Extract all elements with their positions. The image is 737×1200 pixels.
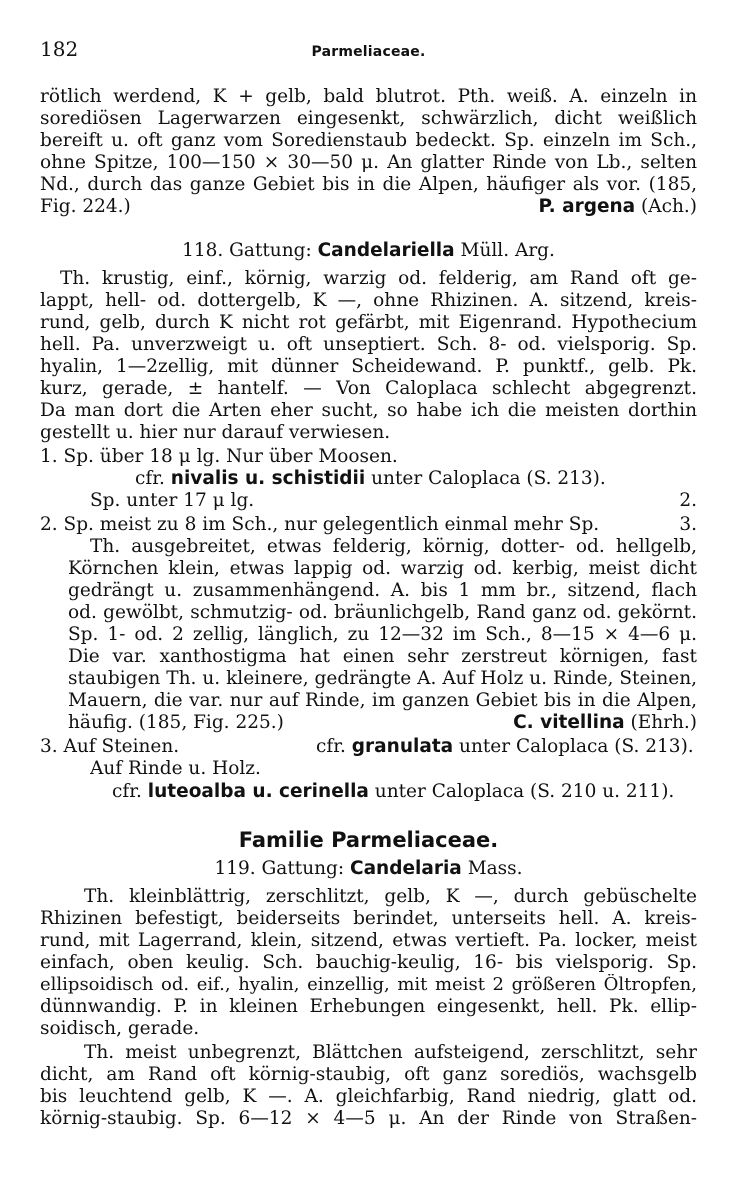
page-header <box>40 38 697 60</box>
key-line: Sp. 1- od. 2 zellig, länglich, zu 12—32 im Sch., 8—15 × 4—6 μ. <box>68 624 697 645</box>
text-line: bereift u. oft ganz vom Soredienstaub bedeckt. Sp. einzeln im Sch., <box>40 130 697 151</box>
key-line: Sp. unter 17 μ lg. 2. <box>90 490 697 511</box>
key-line: 2. Sp. meist zu 8 im Sch., nur gelegentlich einmal mehr Sp. 3. <box>40 514 697 535</box>
text-line: ohne Spitze, 100—150 × 30—50 μ. An glatter Rinde von Lb., selten <box>40 152 697 173</box>
text-line: Th. krustig, einf., körnig, warzig od. felderig, am Rand oft ge- <box>60 268 697 289</box>
key-line: 3. Auf Steinen. cfr. granulata unter Caloplaca (S. 213). <box>40 736 694 757</box>
text-line: dünnwandig. P. in kleinen Erhebungen eingesenkt, hell. Pk. ellip- <box>40 996 697 1017</box>
figure-ref: Fig. 224.) <box>40 196 131 217</box>
text-line: soidisch, gerade. <box>40 1018 200 1039</box>
page-number: 182 <box>40 38 79 60</box>
key-line: 1. Sp. über 18 μ lg. Nur über Moosen. <box>40 446 398 467</box>
text-line: bis leuchtend gelb, K —. A. gleichfarbig, Rand niedrig, glatt od. <box>40 1086 697 1107</box>
species-name: P. argena (Ach.) <box>538 196 697 217</box>
text-line: hell. Pa. unverzweigt u. oft unseptiert. Sch. 8- od. vielsporig. Sp. <box>40 334 697 355</box>
text-line <box>40 196 697 218</box>
running-title: Parmeliaceae. <box>311 44 426 60</box>
family-heading: Familie Parmeliaceae. <box>238 828 499 852</box>
text-line: Th. kleinblättrig, zerschlitzt, gelb, K —, durch gebüschelte <box>84 886 697 907</box>
key-line: Auf Rinde u. Holz. <box>90 758 261 779</box>
key-line: cfr. luteoalba u. cerinella unter Caloplaca (S. 210 u. 211). <box>112 781 675 802</box>
key-line: Mauern, die var. nur auf Rinde, im ganzen Gebiet bis in die Alpen, <box>68 690 697 711</box>
text-line: lappt, hell- od. dottergelb, K —, ohne Rhizinen. A. sitzend, kreis- <box>40 290 697 311</box>
text-line: rund, mit Lagerrand, klein, sitzend, etwas vertieft. Pa. locker, meist <box>40 930 697 951</box>
text-line: Da man dort die Arten eher sucht, so habe ich die meisten dorthin <box>40 400 697 421</box>
key-line: od. gewölbt, schmutzig- od. bräunlichgelb, Rand ganz od. gekörnt. <box>68 602 697 623</box>
text-line: kurz, gerade, ± hantelf. — Von Caloplaca schlecht abgegrenzt. <box>40 378 697 399</box>
text-line: körnig-staubig. Sp. 6—12 × 4—5 μ. An der Rinde von Straßen- <box>40 1108 697 1129</box>
text-line: rund, gelb, durch K nicht rot gefärbt, mit Eigenrand. Hypothecium <box>40 312 697 333</box>
genus-heading: 118. Gattung: Candelariella Müll. Arg. <box>182 240 555 261</box>
key-line: häufig. (185, Fig. 225.) C. vitellina (Ehrh.) <box>68 712 697 733</box>
text-line: rötlich werdend, K + gelb, bald blutrot. Pth. weiß. A. einzeln in <box>40 86 697 107</box>
text-line: dicht, am Rand oft körnig-staubig, oft ganz sorediös, wachsgelb <box>40 1064 697 1085</box>
key-line: staubigen Th. u. kleinere, gedrängte A. Auf Holz u. Rinde, Steinen, <box>68 668 697 689</box>
genus-heading: 119. Gattung: Candelaria Mass. <box>214 858 523 879</box>
key-line: gedrängt u. zusammenhängend. A. bis 1 mm br., sitzend, flach <box>68 580 697 601</box>
text-line: einfach, oben keulig. Sch. bauchig-keulig, 16- bis vielsporig. Sp. <box>40 952 697 973</box>
text-line: gestellt u. hier nur darauf verwiesen. <box>40 422 391 443</box>
text-line: Th. meist unbegrenzt, Blättchen aufsteigend, zerschlitzt, sehr <box>84 1042 697 1063</box>
text-line: Nd., durch das ganze Gebiet bis in die Alpen, häufiger als vor. (185, <box>40 174 697 195</box>
key-line: Die var. xanthostigma hat einen sehr zerstreut körnigen, fast <box>68 646 697 667</box>
key-line: Th. ausgebreitet, etwas felderig, körnig, dotter- od. hellgelb, <box>90 536 697 557</box>
text-line: Rhizinen befestigt, beiderseits berindet, unterseits hell. A. kreis- <box>40 908 697 929</box>
text-line: hyalin, 1—2zellig, mit dünner Scheidewand. P. punktf., gelb. Pk. <box>40 356 697 377</box>
species-name: C. vitellina (Ehrh.) <box>513 712 697 733</box>
text-line: sorediösen Lagerwarzen eingesenkt, schwärzlich, dicht weißlich <box>40 108 697 129</box>
key-line: Körnchen klein, etwas lappig od. warzig od. kerbig, meist dicht <box>68 558 697 579</box>
key-line: cfr. nivalis u. schistidii unter Caloplaca (S. 213). <box>135 468 606 489</box>
text-line: ellipsoidisch od. eif., hyalin, einzellig, mit meist 2 größeren Öltropfen, <box>40 974 697 995</box>
